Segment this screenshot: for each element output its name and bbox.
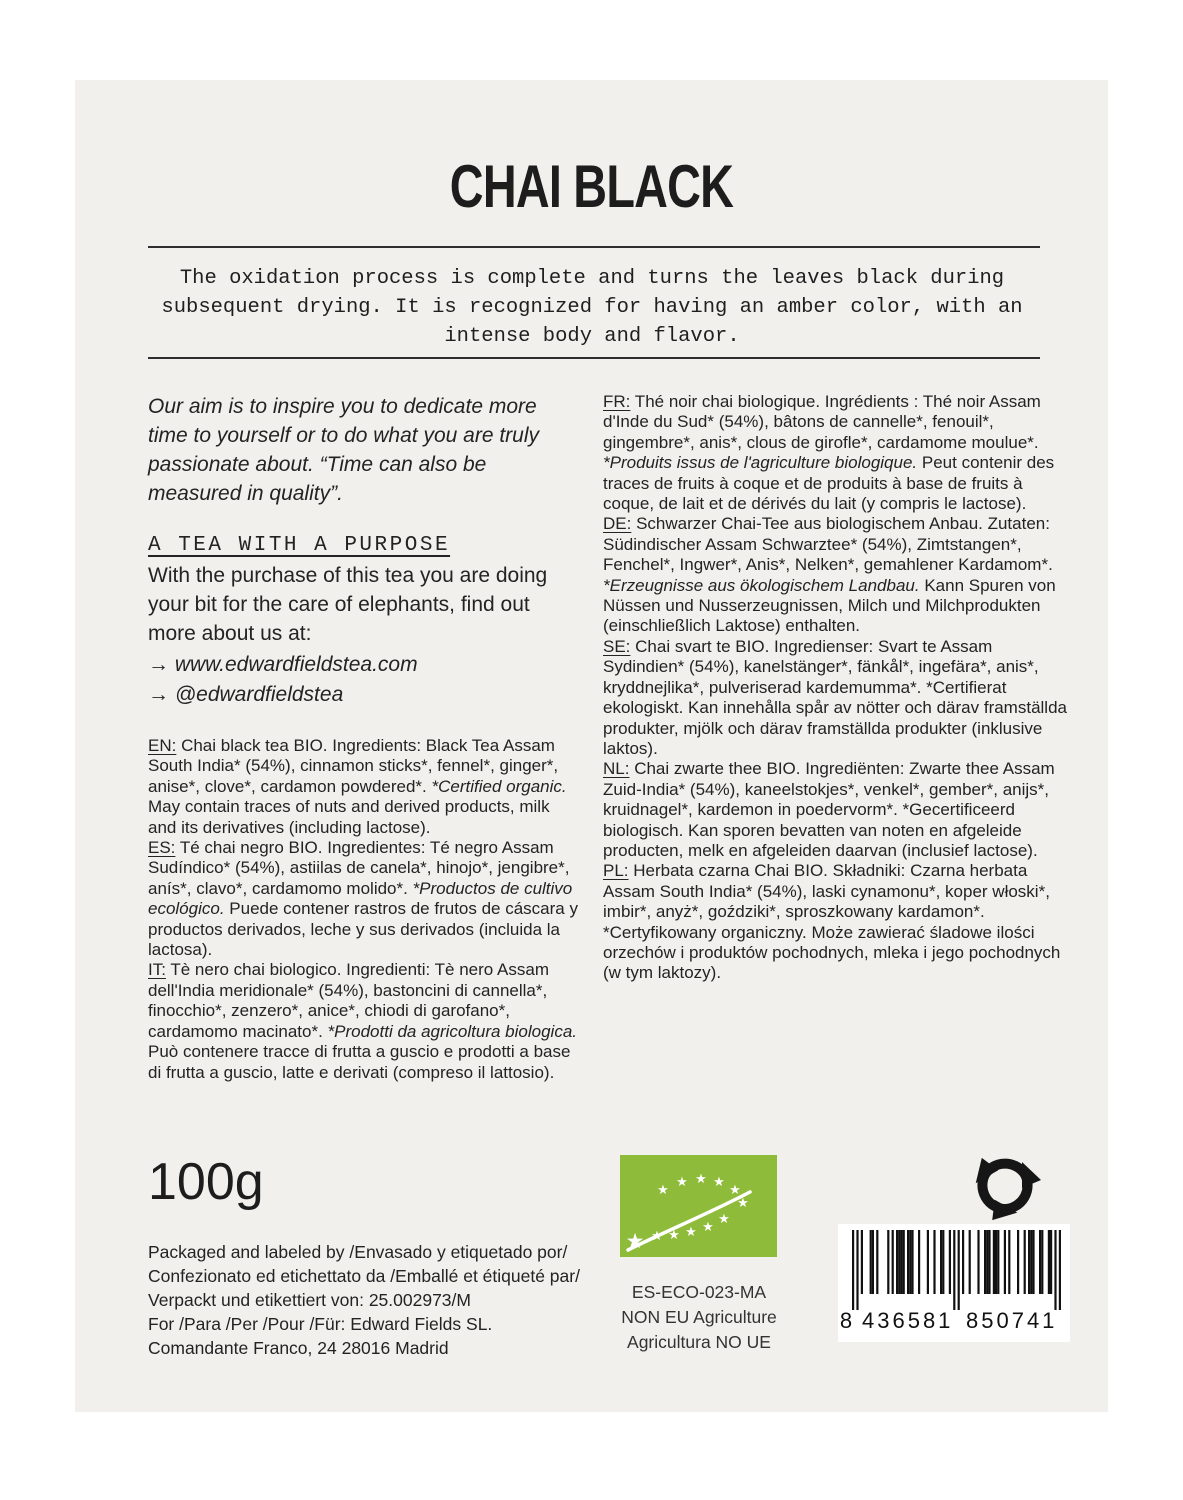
brand-link: → @edwardfieldstea bbox=[148, 683, 344, 706]
brand-intro-quote: Our aim is to inspire you to dedicate more time to yourself or to do what you are truly passionate about. “Time can also be measured in quality”. bbox=[148, 395, 540, 505]
barcode-digit-first: 8 bbox=[839, 1308, 853, 1333]
svg-text:★: ★ bbox=[737, 1196, 749, 1211]
packaging-line: Comandante Franco, 24 28016 Madrid bbox=[148, 1338, 449, 1358]
svg-text:★: ★ bbox=[668, 1228, 680, 1243]
right-column bbox=[603, 392, 1069, 984]
svg-text:★: ★ bbox=[651, 1229, 663, 1244]
ingredients-fr: FR: Thé noir chai biologique. Ingrédients : Thé noir Assam d'Inde du Sud* (54%), bâtons de cannelle*, fenouil*, gingembre*, anis*, clous de girofle*, cardamome moulue*. *Produits issus de l'agriculture biologique. Peut contenir des traces de fruits à coque et de produits à base de fruits à coque, de lait et de dérivés du lait (y compris le lactose). bbox=[603, 392, 1055, 514]
ingredients-pl: PL: Herbata czarna Chai BIO. Składniki: Czarna herbata Assam South India* (54%), laski cynamonu*, koper włoski*, imbir*, anyż*, goździki*, sproszkowany kardamon*. *Certyfikowany organiczny. Może zawierać śladowe ilości orzechów i produktów pochodnych, mleka i jego pochodnych (w tym laktozy). bbox=[603, 861, 1061, 983]
product-description: The oxidation process is complete and turns the leaves black during subsequent drying. It is recognized for having an amber color, with an intense body and flavor. bbox=[161, 267, 1023, 349]
svg-text:★: ★ bbox=[685, 1225, 697, 1240]
eu-organic-leaf-logo bbox=[620, 1155, 777, 1257]
language-code: EN: bbox=[148, 736, 177, 755]
net-weight: 100g bbox=[148, 1153, 264, 1211]
barcode-digits-right: 850741 bbox=[966, 1308, 1058, 1333]
svg-text:★: ★ bbox=[718, 1212, 730, 1227]
language-code: SE: bbox=[603, 636, 631, 656]
ingredients-es: ES: Té chai negro BIO. Ingredientes: Té negro Assam Sudíndico* (54%), astiilas de canela*, hinojo*, jengibre*, anís*, clavo*, cardamomo molido*. *Productos de cultivo ecológico. Puede contener rastros de frutos de cáscara y productos derivados, leche y sus derivados (incluida la lactosa). bbox=[148, 838, 578, 960]
left-column bbox=[148, 392, 582, 1083]
brand-link: → www.edwardfieldstea.com bbox=[148, 653, 418, 676]
ingredients-right bbox=[603, 392, 1069, 984]
language-code: DE: bbox=[603, 514, 632, 534]
product-title: CHAI BLACK bbox=[449, 153, 734, 220]
language-code: FR: bbox=[603, 392, 631, 411]
ingredients-left bbox=[148, 736, 582, 1083]
organic-code: ES-ECO-023-MA bbox=[631, 1282, 767, 1302]
brand-links bbox=[148, 650, 582, 710]
organic-certification-text bbox=[608, 1280, 790, 1355]
language-code: ES: bbox=[148, 838, 176, 858]
language-code: PL: bbox=[603, 861, 629, 881]
barcode-digits-left: 436581 bbox=[862, 1308, 954, 1333]
svg-text:★: ★ bbox=[657, 1183, 669, 1198]
divider-bottom bbox=[148, 357, 1040, 359]
ingredients-en: EN: Chai black tea BIO. Ingredients: Black Tea Assam South India* (54%), cinnamon sticks*, fennel*, ginger*, anise*, clove*, cardamon powdered*. *Certified organic. May contain traces of nuts and derived products, milk and its derivatives (including lactose). bbox=[148, 736, 567, 837]
barcode bbox=[838, 1224, 1070, 1342]
packaging-info bbox=[148, 1240, 580, 1360]
packaging-line: Verpackt und etikettiert von: 25.002973/M bbox=[148, 1290, 471, 1310]
language-code: NL: bbox=[603, 759, 630, 779]
packaging-line: Packaged and labeled by /Envasado y etiquetado por/ bbox=[148, 1242, 568, 1262]
purpose-text: With the purchase of this tea you are doing your bit for the care of elephants, find out more about us at: bbox=[148, 564, 548, 645]
language-code: IT: bbox=[148, 960, 166, 980]
svg-text:★: ★ bbox=[676, 1175, 688, 1190]
packaging-line: Confezionato ed etichettato da /Emballé et étiqueté par/ bbox=[148, 1266, 580, 1286]
divider-top bbox=[148, 246, 1040, 248]
organic-line3: Agricultura NO UE bbox=[627, 1332, 771, 1352]
tea-label bbox=[75, 80, 1108, 1412]
recycle-icon bbox=[963, 1146, 1047, 1226]
svg-text:★: ★ bbox=[625, 1229, 645, 1253]
purpose-heading: A TEA WITH A PURPOSE bbox=[148, 534, 451, 557]
svg-text:★: ★ bbox=[702, 1220, 714, 1235]
ingredients-de: DE: Schwarzer Chai-Tee aus biologischem Anbau. Zutaten: Südindischer Assam Schwarztee* (54%), Zimtstangen*, Fenchel*, Ingwer*, Anis*, Nelken*, gemahlener Kardamom*. *Erzeugnisse aus ökologischem Landbau. Kann Spuren von Nüssen und Nusserzeugnissen, Milch und Milchprodukten (einschließlich Laktose) enthalten. bbox=[603, 514, 1056, 636]
ingredients-it: IT: Tè nero chai biologico. Ingredienti: Tè nero Assam dell'India meridionale* (54%), bastoncini di cannella*, finocchio*, zenzero*, anice*, chiodi di garofano*, cardamomo macinato*. *Prodotti da agricoltura biologica. Può contenere tracce di frutta a guscio e prodotti a base di frutta a guscio, latte e derivati (compreso il lattosio). bbox=[148, 960, 578, 1082]
ingredients-nl: NL: Chai zwarte thee BIO. Ingrediënten: Zwarte thee Assam Zuid-India* (54%), kaneelstokjes*, venkel*, gember*, anijs*, kruidnagel*, kardemon in poedervorm*. *Gecertificeerd biologisch. Kan sporen bevatten van noten en afgeleide producten, melk en afgeleiden daarvan (inclusief lactose). bbox=[603, 759, 1055, 860]
svg-text:★: ★ bbox=[695, 1172, 707, 1187]
svg-text:★: ★ bbox=[713, 1175, 725, 1190]
ingredients-se: SE: Chai svart te BIO. Ingredienser: Svart te Assam Sydindien* (54%), kanelstänger*, fänkål*, ingefära*, anis*, kryddnejlika*, pulveriserad kardemumma*. *Certifierat ekologiskt. Kan innehålla spår av nötter och därav framställda produkter, mjölk och därav framställda produkter (inklusive laktos). bbox=[603, 636, 1067, 758]
organic-line2: NON EU Agriculture bbox=[621, 1307, 777, 1327]
svg-text:★: ★ bbox=[729, 1183, 741, 1198]
packaging-line: For /Para /Per /Pour /Für: Edward Fields SL. bbox=[148, 1314, 493, 1334]
